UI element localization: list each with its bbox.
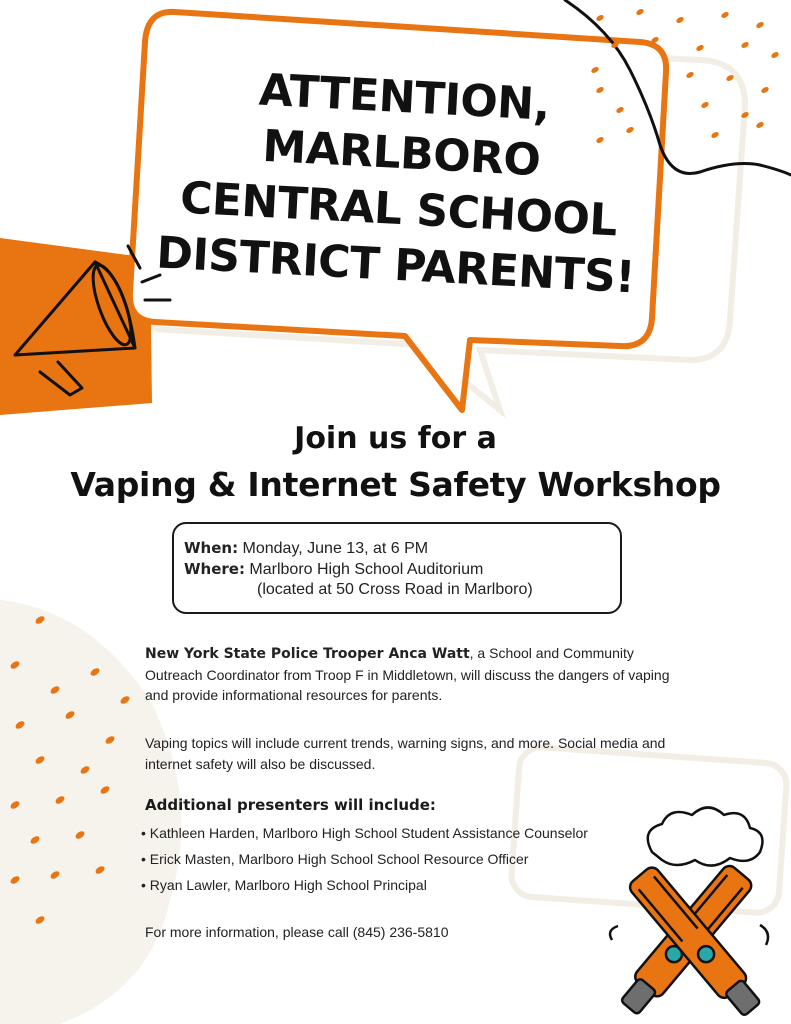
decor-dot <box>755 121 764 129</box>
intro-paragraph <box>145 643 675 706</box>
decor-dot <box>740 41 749 49</box>
headline-line-3: CENTRAL SCHOOL <box>178 172 619 247</box>
trooper-name: New York State Police Trooper Anca Watt <box>145 646 470 662</box>
where-label: Where: <box>184 560 245 578</box>
where-note: (located at 50 Cross Road in Marlboro) <box>257 581 533 598</box>
headline-line-2: MARLBORO <box>261 120 542 187</box>
decor-dot <box>675 16 684 24</box>
list-item: • Ryan Lawler, Marlboro High School Principal <box>141 877 427 893</box>
decor-dot <box>700 101 709 109</box>
where-value: Marlboro High School Auditorium <box>249 561 484 578</box>
presenters-heading: Additional presenters will include: <box>145 796 436 814</box>
when-row <box>184 538 620 559</box>
decor-dot <box>760 86 769 94</box>
list-item: • Kathleen Harden, Marlboro High School Student Assistance Counselor <box>141 825 588 841</box>
presenters-list <box>141 823 588 901</box>
subheading-line-1: Join us for a <box>294 421 497 456</box>
event-details-box <box>172 522 622 614</box>
when-label: When: <box>184 539 239 557</box>
decor-dot <box>710 131 719 139</box>
decor-dot <box>595 14 604 22</box>
decor-dot <box>635 8 644 16</box>
list-item: • Erick Masten, Marlboro High School School Resource Officer <box>141 851 529 867</box>
decor-dot <box>770 51 779 59</box>
headline <box>144 57 655 307</box>
intro-text: , a School and Community Outreach Coordinator from Troop F in Middletown, will discuss the dangers of vaping and provide informational resources for parents. <box>145 645 670 703</box>
contact-info: For more information, please call (845) 236-5810 <box>145 924 449 940</box>
when-value: Monday, June 13, at 6 PM <box>242 540 429 557</box>
decor-dot <box>695 44 704 52</box>
topics-paragraph: Vaping topics will include current trends, warning signs, and more. Social media and internet safety will also be discussed. <box>145 735 666 772</box>
workshop-title: Vaping & Internet Safety Workshop <box>70 465 721 504</box>
decor-dot <box>720 11 729 19</box>
decor-dot <box>685 71 694 79</box>
headline-line-1: ATTENTION, <box>257 64 551 131</box>
headline-line-4: DISTRICT PARENTS! <box>155 227 637 304</box>
where-row <box>184 559 620 580</box>
decor-dot <box>755 21 764 29</box>
